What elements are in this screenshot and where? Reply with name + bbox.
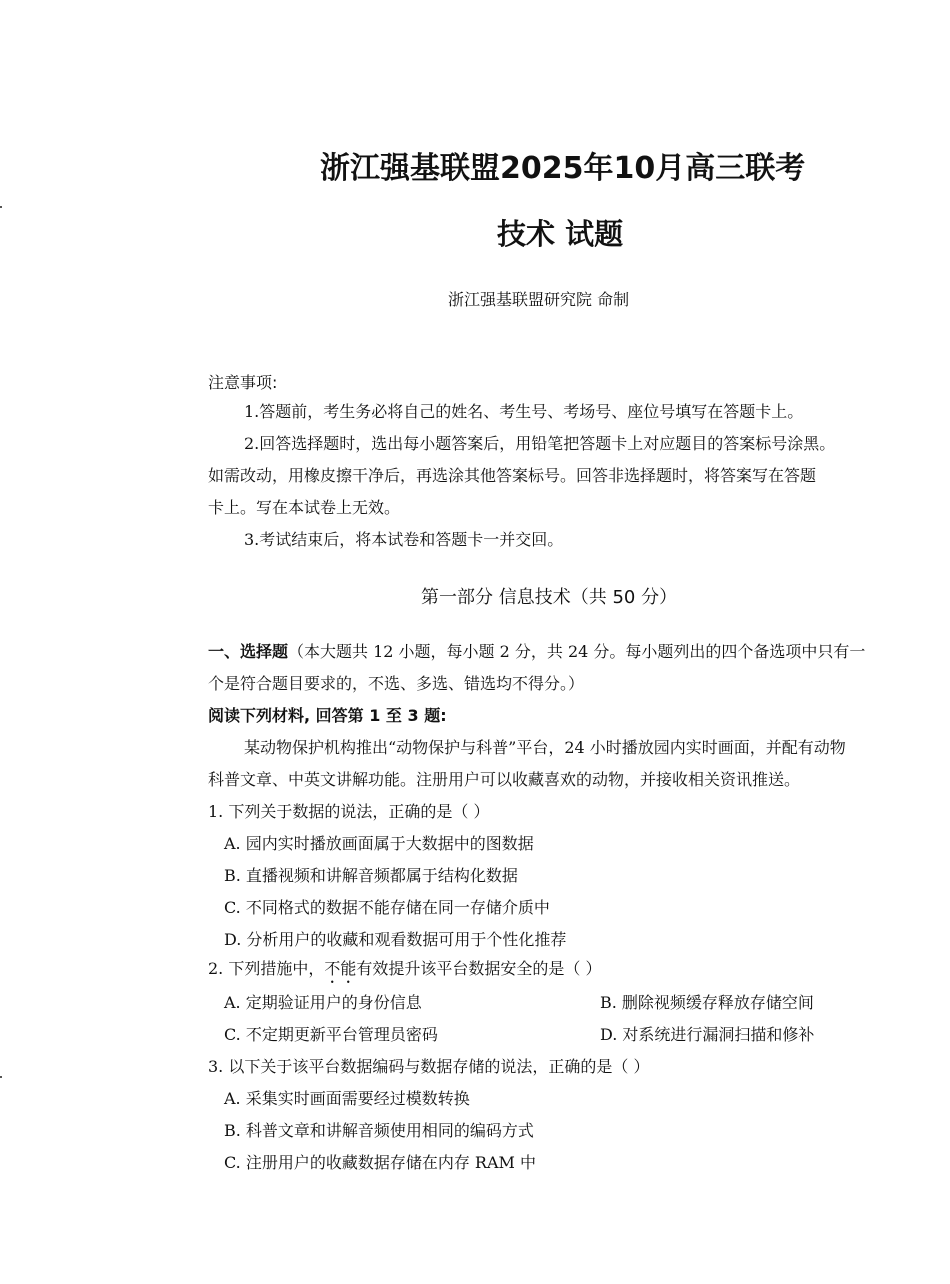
q3-option-b: B. 科普文章和讲解音频使用相同的编码方式 bbox=[224, 1121, 534, 1140]
material-heading: 阅读下列材料, 回答第 1 至 3 题: bbox=[208, 706, 447, 725]
q2-stem-pre: 2. 下列措施中， bbox=[208, 959, 325, 978]
notice-item-2-line-3: 卡上。写在本试卷上无效。 bbox=[208, 498, 401, 517]
notice-heading: 注意事项: bbox=[208, 373, 278, 392]
q3-option-c: C. 注册用户的收藏数据存储在内存 RAM 中 bbox=[224, 1153, 537, 1172]
q1-option-d: D. 分析用户的收藏和观看数据可用于个性化推荐 bbox=[224, 930, 567, 949]
section-label: 一、选择题 bbox=[208, 642, 289, 661]
q2-option-d: D. 对系统进行漏洞扫描和修补 bbox=[600, 1025, 815, 1044]
margin-mark bbox=[0, 206, 2, 208]
q1-option-b: B. 直播视频和讲解音频都属于结构化数据 bbox=[224, 866, 518, 885]
margin-mark bbox=[0, 1076, 2, 1078]
q2-option-c: C. 不定期更新平台管理员密码 bbox=[224, 1025, 438, 1044]
q2-option-a: A. 定期验证用户的身份信息 bbox=[224, 993, 422, 1012]
q1-stem: 1. 下列关于数据的说法，正确的是（ ） bbox=[208, 802, 490, 821]
exam-author: 浙江强基联盟研究院 命制 bbox=[448, 290, 630, 309]
q3-option-a: A. 采集实时画面需要经过模数转换 bbox=[224, 1089, 470, 1108]
exam-title: 浙江强基联盟2025年10月高三联考 bbox=[320, 151, 806, 186]
q1-option-a: A. 园内实时播放画面属于大数据中的图数据 bbox=[224, 834, 534, 853]
q2-option-b: B. 删除视频缓存释放存储空间 bbox=[600, 993, 814, 1012]
notice-item-2-line-1: 2.回答选择题时，选出每小题答案后，用铅笔把答题卡上对应题目的答案标号涂黑。 bbox=[244, 434, 836, 453]
notice-item-3: 3.考试结束后，将本试卷和答题卡一并交回。 bbox=[244, 530, 564, 549]
section-desc-1: （本大题共 12 小题，每小题 2 分，共 24 分。每小题列出的四个备选项中只有一 bbox=[288, 642, 866, 661]
q2-stem-post: 有效提升该平台数据安全的是（ ） bbox=[356, 959, 602, 978]
part1-heading: 第一部分 信息技术（共 50 分） bbox=[421, 587, 678, 608]
notice-item-2-line-2: 如需改动，用橡皮擦干净后，再选涂其他答案标号。回答非选择题时，将答案写在答题 bbox=[208, 466, 817, 485]
section-intro-line-1 bbox=[208, 641, 865, 663]
section-desc-2: 个是符合题目要求的，不选、多选、错选均不得分。） bbox=[208, 674, 585, 693]
material-line-2: 科普文章、中英文讲解功能。注册用户可以收藏喜欢的动物，并接收相关资讯推送。 bbox=[208, 770, 801, 789]
q2-stem-emphasis: 不能 bbox=[324, 959, 357, 978]
material-line-1: 某动物保护机构推出“动物保护与科普”平台，24 小时播放园内实时画面，并配有动物 bbox=[244, 738, 846, 757]
q2-stem bbox=[208, 958, 601, 987]
q1-option-c: C. 不同格式的数据不能存储在同一存储介质中 bbox=[224, 898, 550, 917]
q3-stem: 3. 以下关于该平台数据编码与数据存储的说法，正确的是（ ） bbox=[208, 1057, 650, 1076]
notice-item-1: 1.答题前，考生务必将自己的姓名、考生号、考场号、座位号填写在答题卡上。 bbox=[244, 402, 804, 421]
exam-subtitle: 技术 试题 bbox=[497, 217, 624, 251]
